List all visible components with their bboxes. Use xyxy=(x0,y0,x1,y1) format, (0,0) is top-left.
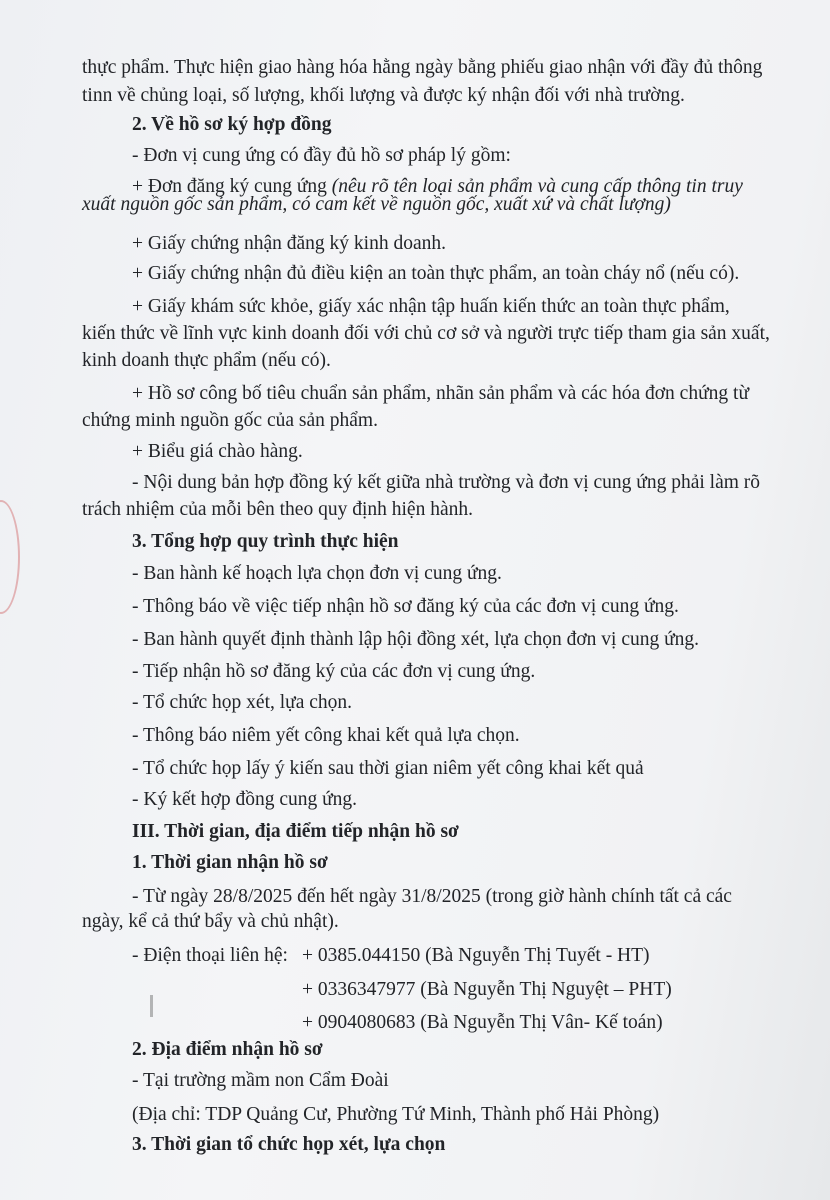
text-line: trách nhiệm của mỗi bên theo quy định hiện hành. xyxy=(82,499,473,520)
list-item: - Ký kết hợp đồng cung ứng. xyxy=(132,789,358,810)
list-item: - Ban hành kế hoạch lựa chọn đơn vị cung ứng. xyxy=(132,563,502,584)
list-item: - Thông báo về việc tiếp nhận hồ sơ đăng ký của các đơn vị cung ứng. xyxy=(132,596,679,617)
text-line: + Giấy chứng nhận đủ điều kiện an toàn thực phẩm, an toàn cháy nổ (nếu có). xyxy=(132,263,740,284)
section-heading: 2. Về hồ sơ ký hợp đồng xyxy=(132,114,332,135)
text-line: kiến thức về lĩnh vực kinh doanh đối với chủ cơ sở và người trực tiếp tham gia sản xuất, xyxy=(82,323,770,344)
text-line: + Giấy chứng nhận đăng ký kinh doanh. xyxy=(132,233,447,254)
text-line: ngày, kể cả thứ bẩy và chủ nhật). xyxy=(82,911,339,932)
text-span: + Đơn đăng ký cung ứng xyxy=(132,176,327,197)
text-line: chứng minh nguồn gốc của sản phẩm. xyxy=(82,410,378,431)
pen-mark xyxy=(150,995,153,1017)
text-line: + Biểu giá chào hàng. xyxy=(132,441,303,462)
section-heading: III. Thời gian, địa điểm tiếp nhận hồ sơ xyxy=(132,821,459,842)
phone-contact: + 0904080683 (Bà Nguyễn Thị Vân- Kế toán) xyxy=(302,1012,663,1033)
text-line: + Hồ sơ công bố tiêu chuẩn sản phẩm, nhãn sản phẩm và các hóa đơn chứng từ xyxy=(132,383,750,404)
list-item: - Tiếp nhận hồ sơ đăng ký của các đơn vị cung ứng. xyxy=(132,661,536,682)
list-item: - Tổ chức họp xét, lựa chọn. xyxy=(132,692,353,713)
italic-note: xuất nguồn gốc sản phẩm, có cam kết về nguồn gốc, xuất xứ và chất lượng) xyxy=(82,194,671,215)
text-line: kinh doanh thực phẩm (nếu có). xyxy=(82,350,331,371)
section-heading: 3. Tổng hợp quy trình thực hiện xyxy=(132,531,399,552)
section-heading: 2. Địa điểm nhận hồ sơ xyxy=(132,1039,323,1060)
phone-label: - Điện thoại liên hệ: xyxy=(132,945,288,966)
section-heading: 3. Thời gian tổ chức họp xét, lựa chọn xyxy=(132,1134,446,1155)
list-item: - Ban hành quyết định thành lập hội đồng xét, lựa chọn đơn vị cung ứng. xyxy=(132,629,700,650)
text-line: + Giấy khám sức khỏe, giấy xác nhận tập huấn kiến thức an toàn thực phẩm, xyxy=(132,296,730,317)
phone-contact: + 0385.044150 (Bà Nguyễn Thị Tuyết - HT) xyxy=(302,945,650,966)
text-line: - Tại trường mầm non Cẩm Đoài xyxy=(132,1070,389,1091)
red-stamp-edge xyxy=(0,500,20,614)
italic-note: (nêu rõ tên loại sản phẩm và cung cấp thông tin truy xyxy=(331,176,743,197)
list-item: - Tổ chức họp lấy ý kiến sau thời gian niêm yết công khai kết quả xyxy=(132,758,644,779)
list-item: - Thông báo niêm yết công khai kết quả lựa chọn. xyxy=(132,725,520,746)
address-line: (Địa chỉ: TDP Quảng Cư, Phường Tứ Minh, Thành phố Hải Phòng) xyxy=(132,1104,660,1125)
text-line: - Từ ngày 28/8/2025 đến hết ngày 31/8/2025 (trong giờ hành chính tất cả các xyxy=(132,886,732,907)
text-line: - Nội dung bản hợp đồng ký kết giữa nhà trường và đơn vị cung ứng phải làm rõ xyxy=(132,472,761,493)
section-heading: 1. Thời gian nhận hồ sơ xyxy=(132,852,328,873)
text-line: - Đơn vị cung ứng có đầy đủ hồ sơ pháp lý gồm: xyxy=(132,145,511,166)
text-line: tinn về chủng loại, số lượng, khối lượng và được ký nhận đối với nhà trường. xyxy=(82,85,685,106)
text-line: thực phẩm. Thực hiện giao hàng hóa hằng ngày bằng phiếu giao nhận với đầy đủ thông xyxy=(82,57,763,78)
phone-contact: + 0336347977 (Bà Nguyễn Thị Nguyệt – PHT) xyxy=(302,979,672,1000)
